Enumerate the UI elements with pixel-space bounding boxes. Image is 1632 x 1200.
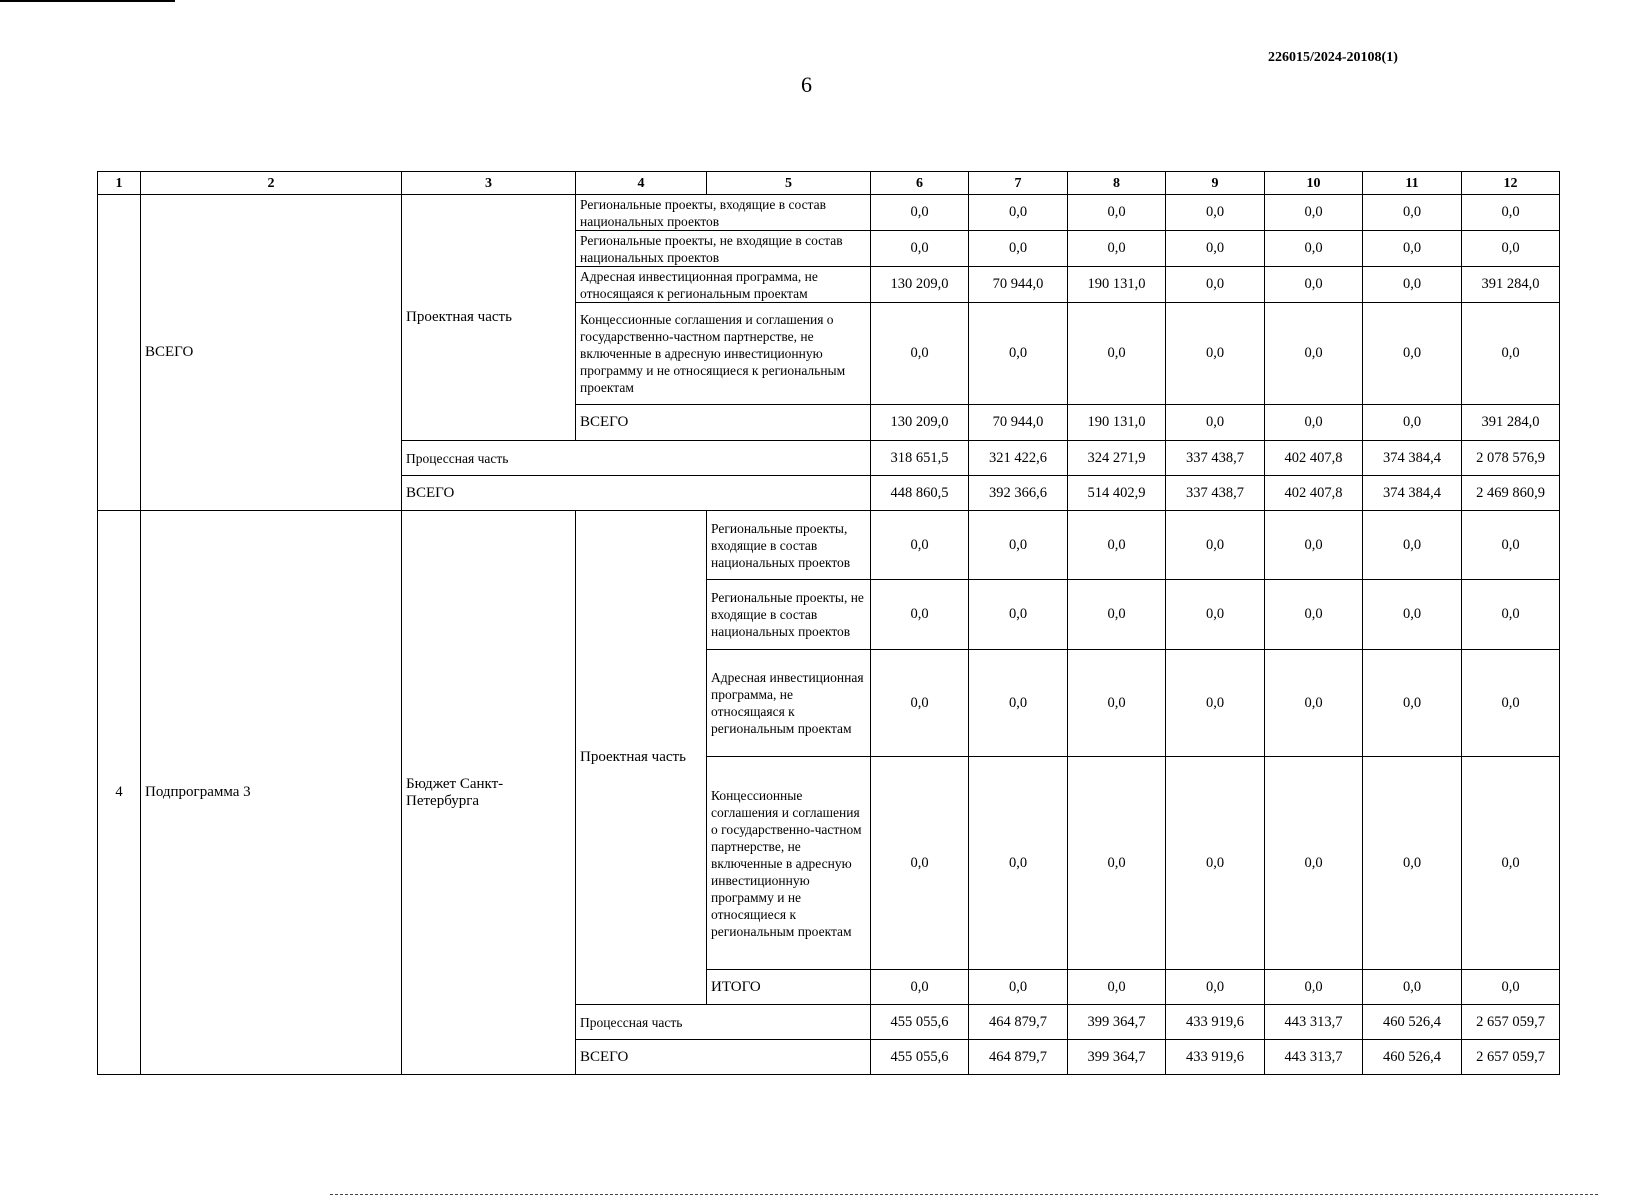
funding-type-label: ВСЕГО [576,405,871,441]
document-id: 226015/2024-20108(1) [1268,50,1398,65]
column-number-3: 3 [402,172,576,195]
value-cell-col-10: 0,0 [1265,195,1363,231]
value-cell-col-10: 443 313,7 [1265,1005,1363,1040]
value-cell-col-11: 460 526,4 [1363,1005,1462,1040]
value-cell-col-7: 70 944,0 [969,267,1068,303]
value-cell-col-7: 0,0 [969,580,1068,650]
value-cell-col-11: 0,0 [1363,267,1462,303]
table-row [98,511,1560,580]
value-cell-col-7: 0,0 [969,511,1068,580]
value-cell-col-7: 0,0 [969,195,1068,231]
funding-part-cell: Проектная часть [402,195,576,441]
value-cell-col-7: 70 944,0 [969,405,1068,441]
value-cell-col-6: 0,0 [871,757,969,970]
funding-part-cell: Проектная часть [576,511,707,1005]
column-number-7: 7 [969,172,1068,195]
value-cell-col-10: 402 407,8 [1265,441,1363,476]
value-cell-col-12: 2 469 860,9 [1462,476,1560,511]
value-cell-col-7: 321 422,6 [969,441,1068,476]
value-cell-col-6: 0,0 [871,303,969,405]
column-number-8: 8 [1068,172,1166,195]
value-cell-col-11: 0,0 [1363,650,1462,757]
value-cell-col-12: 0,0 [1462,511,1560,580]
value-cell-col-9: 337 438,7 [1166,476,1265,511]
value-cell-col-11: 0,0 [1363,405,1462,441]
value-cell-col-6: 130 209,0 [871,405,969,441]
value-cell-col-8: 0,0 [1068,650,1166,757]
value-cell-col-9: 0,0 [1166,650,1265,757]
value-cell-col-10: 0,0 [1265,231,1363,267]
value-cell-col-9: 433 919,6 [1166,1005,1265,1040]
value-cell-col-8: 0,0 [1068,970,1166,1005]
value-cell-col-7: 0,0 [969,231,1068,267]
funding-type-label: Концессионные соглашения и соглашения о государственно-частном партнерстве, не включенные в адресную инвестиционную программу и не относящиеся к региональным проектам [707,757,871,970]
funding-type-label: Региональные проекты, входящие в состав национальных проектов [707,511,871,580]
funding-type-label: Региональные проекты, не входящие в состав национальных проектов [576,231,871,267]
value-cell-col-6: 0,0 [871,231,969,267]
value-cell-col-12: 0,0 [1462,231,1560,267]
value-cell-col-6: 455 055,6 [871,1005,969,1040]
value-cell-col-8: 0,0 [1068,580,1166,650]
value-cell-col-9: 337 438,7 [1166,441,1265,476]
bottom-dashed-rule [330,1194,1598,1195]
column-number-9: 9 [1166,172,1265,195]
value-cell-col-10: 0,0 [1265,970,1363,1005]
value-cell-col-8: 0,0 [1068,511,1166,580]
value-cell-col-11: 0,0 [1363,231,1462,267]
row-number-cell-empty [98,195,141,511]
column-number-1: 1 [98,172,141,195]
value-cell-col-11: 374 384,4 [1363,476,1462,511]
value-cell-col-11: 0,0 [1363,195,1462,231]
value-cell-col-12: 391 284,0 [1462,267,1560,303]
budget-table [97,171,1560,1075]
value-cell-col-6: 448 860,5 [871,476,969,511]
program-name-cell: Подпрограмма 3 [141,511,402,1075]
value-cell-col-12: 391 284,0 [1462,405,1560,441]
value-cell-col-6: 318 651,5 [871,441,969,476]
value-cell-col-12: 2 078 576,9 [1462,441,1560,476]
program-name-cell: ВСЕГО [141,195,402,511]
budget-source-cell: Бюджет Санкт-Петербурга [402,511,576,1075]
funding-type-label: Региональные проекты, не входящие в состав национальных проектов [707,580,871,650]
process-part-label: Процессная часть [402,441,871,476]
table-row [98,195,1560,231]
value-cell-col-10: 0,0 [1265,580,1363,650]
value-cell-col-7: 464 879,7 [969,1040,1068,1075]
value-cell-col-6: 130 209,0 [871,267,969,303]
process-part-label: Процессная часть [576,1005,871,1040]
value-cell-col-9: 0,0 [1166,195,1265,231]
funding-type-label: Адресная инвестиционная программа, не относящаяся к региональным проектам [576,267,871,303]
value-cell-col-8: 0,0 [1068,303,1166,405]
value-cell-col-9: 0,0 [1166,267,1265,303]
value-cell-col-12: 0,0 [1462,970,1560,1005]
value-cell-col-9: 0,0 [1166,231,1265,267]
value-cell-col-7: 0,0 [969,303,1068,405]
value-cell-col-8: 190 131,0 [1068,405,1166,441]
value-cell-col-10: 0,0 [1265,650,1363,757]
funding-type-label: ИТОГО [707,970,871,1005]
value-cell-col-12: 0,0 [1462,303,1560,405]
value-cell-col-10: 0,0 [1265,303,1363,405]
value-cell-col-8: 324 271,9 [1068,441,1166,476]
value-cell-col-8: 399 364,7 [1068,1005,1166,1040]
value-cell-col-8: 0,0 [1068,231,1166,267]
value-cell-col-10: 0,0 [1265,757,1363,970]
value-cell-col-9: 0,0 [1166,511,1265,580]
value-cell-col-9: 0,0 [1166,757,1265,970]
funding-type-label: Региональные проекты, входящие в состав национальных проектов [576,195,871,231]
value-cell-col-7: 0,0 [969,970,1068,1005]
value-cell-col-6: 455 055,6 [871,1040,969,1075]
value-cell-col-9: 0,0 [1166,303,1265,405]
section-total-label: ВСЕГО [576,1040,871,1075]
value-cell-col-9: 0,0 [1166,580,1265,650]
value-cell-col-10: 0,0 [1265,267,1363,303]
value-cell-col-8: 514 402,9 [1068,476,1166,511]
value-cell-col-7: 0,0 [969,757,1068,970]
value-cell-col-11: 0,0 [1363,580,1462,650]
value-cell-col-11: 0,0 [1363,511,1462,580]
value-cell-col-8: 190 131,0 [1068,267,1166,303]
value-cell-col-12: 0,0 [1462,650,1560,757]
column-number-2: 2 [141,172,402,195]
value-cell-col-12: 2 657 059,7 [1462,1040,1560,1075]
value-cell-col-6: 0,0 [871,970,969,1005]
value-cell-col-11: 0,0 [1363,757,1462,970]
value-cell-col-8: 0,0 [1068,757,1166,970]
value-cell-col-9: 433 919,6 [1166,1040,1265,1075]
section-total-label: ВСЕГО [402,476,871,511]
value-cell-col-6: 0,0 [871,650,969,757]
column-number-11: 11 [1363,172,1462,195]
column-number-10: 10 [1265,172,1363,195]
value-cell-col-10: 0,0 [1265,511,1363,580]
page-number: 6 [801,72,812,97]
value-cell-col-11: 0,0 [1363,303,1462,405]
column-number-6: 6 [871,172,969,195]
value-cell-col-8: 399 364,7 [1068,1040,1166,1075]
funding-type-label: Концессионные соглашения и соглашения о государственно-частном партнерстве, не включенные в адресную инвестиционную программу и не относящиеся к региональным проектам [576,303,871,405]
value-cell-col-12: 0,0 [1462,757,1560,970]
value-cell-col-7: 0,0 [969,650,1068,757]
value-cell-col-10: 402 407,8 [1265,476,1363,511]
value-cell-col-7: 392 366,6 [969,476,1068,511]
value-cell-col-6: 0,0 [871,511,969,580]
value-cell-col-12: 0,0 [1462,195,1560,231]
value-cell-col-10: 0,0 [1265,405,1363,441]
value-cell-col-6: 0,0 [871,580,969,650]
value-cell-col-7: 464 879,7 [969,1005,1068,1040]
column-number-row [98,172,1560,195]
value-cell-col-12: 0,0 [1462,580,1560,650]
column-number-12: 12 [1462,172,1560,195]
value-cell-col-11: 0,0 [1363,970,1462,1005]
column-number-5: 5 [707,172,871,195]
top-edge-rule [0,0,175,2]
value-cell-col-10: 443 313,7 [1265,1040,1363,1075]
value-cell-col-6: 0,0 [871,195,969,231]
value-cell-col-11: 460 526,4 [1363,1040,1462,1075]
value-cell-col-11: 374 384,4 [1363,441,1462,476]
row-number-cell: 4 [98,511,141,1075]
value-cell-col-8: 0,0 [1068,195,1166,231]
column-number-4: 4 [576,172,707,195]
value-cell-col-9: 0,0 [1166,405,1265,441]
funding-type-label: Адресная инвестиционная программа, не относящаяся к региональным проектам [707,650,871,757]
value-cell-col-9: 0,0 [1166,970,1265,1005]
value-cell-col-12: 2 657 059,7 [1462,1005,1560,1040]
